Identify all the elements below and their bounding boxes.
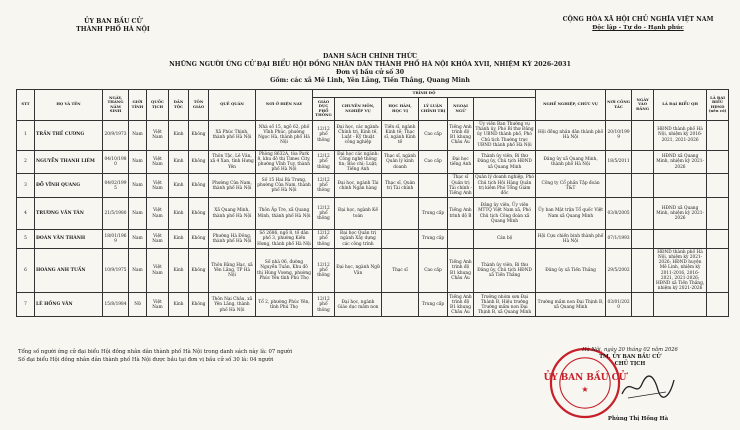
cell-party: 07/1/1993 [606,230,632,249]
cell-edu: 12/12 phổ thông [313,198,335,230]
cell-hometown: Thôn Tậc, Lê Văn, xã 4 Xan, tỉnh Hưng Yên [209,150,256,174]
cell-work: Công ty Cổ phần Tập đoàn T&T [536,174,606,198]
cell-major: Đại học, các ngành: Chính trị, Kinh tế, Luật - Kỹ thuật công nghiệp [335,120,382,150]
cell-ethnic: Kinh [169,293,189,317]
cell-hometown: Xã Quang Minh, thành phố Hà Nội [209,198,256,230]
cell-name: TRẦN THẾ CƯƠNG [35,120,103,150]
cell-note [707,174,729,198]
col-edu: GIÁO DỤC PHỔ THÔNG [313,98,335,121]
cell-ethnic: Kinh [169,230,189,249]
cell-religion: Không [189,198,209,230]
cell-dob: 04/10/1980 [103,150,129,174]
signer-name: Phùng Thị Hồng Hà [607,416,669,422]
cell-ethnic: Kinh [169,120,189,150]
cell-nation: Việt Nam [147,198,169,230]
cell-religion: Không [189,174,209,198]
cell-degree [382,198,419,230]
cell-note [707,230,729,249]
summary [18,348,292,364]
title-line1: DANH SÁCH CHÍNH THỨC [322,53,418,60]
cell-note [707,120,729,150]
cell-nation: Việt Nam [147,174,169,198]
col-ethnic: DÂN TỘC [169,90,189,121]
col-work: NƠI CÔNG TÁC [606,90,632,121]
cell-degree [382,230,419,249]
cell-degree [382,293,419,317]
cell-nation: Việt Nam [147,120,169,150]
cell-job: Trưởng nhóm sơn Đại Thành B, Hiệu trưởng Trường mầm non Đại Thịnh B, xã Quang Minh [474,293,536,317]
cell-hdnd: HĐND xã Quang Minh, nhiệm kỳ 2021-2026 [654,150,707,174]
cell-name: LÊ HỒNG VÂN [35,293,103,317]
cell-hometown: Xã Phúc Thịnh, thành phố Hà Nội [209,120,256,150]
cell-name: ĐOÀN VĂN THÀNH [35,230,103,249]
col-hometown: QUÊ QUÁN [209,90,256,121]
title-line3: Đơn vị bầu cử số 30 [335,69,405,76]
cell-sex: Nam [129,230,147,249]
cell-lang: Tiếng Anh trình độ B1 khung Châu Âu [448,120,474,150]
cell-politics: Cao cấp [419,248,448,293]
cell-stt: 3 [17,174,35,198]
cell-nation: Việt Nam [147,150,169,174]
cell-stt: 7 [17,293,35,317]
cell-major: Đại học Quản trị ngành Xây dựng các công trình [335,230,382,249]
cell-na [632,248,654,293]
cell-dob: 21/5/1980 [103,198,129,230]
cell-na [632,120,654,150]
cell-lang: Thạc sĩ Quản trị Tài chính - Tiếng Anh [449,175,472,196]
national-motto: Độc lập - Tự do - Hạnh phúc [592,25,684,31]
cell-religion: Không [189,248,209,293]
cell-job: Đảng ủy viên, Ủy viên MTTQ Việt Nam xã, Phó Chủ tịch Công đoàn xã Quang Minh [474,198,536,230]
cell-major: Đại học, ngành Ngữ Văn [335,248,382,293]
cell-edu: 12/12 phổ thông [313,248,335,293]
signature-role1: TM. ỦY BAN BẦU CỬ [599,353,661,360]
cell-work: Hội đồng nhân dân thành phố Hà Nội [536,120,606,150]
table-row [17,230,729,249]
cell-nation: Việt Nam [147,230,169,249]
cell-job: Thành ủy viên, Bí thư Đảng ủy, Chủ tịch HĐND xã Tiến Thắng [474,248,536,293]
cell-ethnic: Kinh [169,198,189,230]
cell-major: Đại học, ngành Giáo dục mầm non [335,293,382,317]
cell-party: 29/5/2002 [606,248,632,293]
cell-religion: Không [189,120,209,150]
col-job: NGHỀ NGHIỆP, CHỨC VỤ [536,90,606,121]
cell-party: 03/01/2020 [606,293,632,317]
cell-edu: 12/12 phổ thông [313,293,335,317]
cell-residence: Số 2686, ngõ 8, tổ dân phố 3, phường Kiến Hưng, thành phố Hà Nội [257,231,311,247]
candidate-table [16,89,729,317]
cell-hometown: Thôn Nại Châu, xã Yên Lãng, thành phố Hà Nội [209,293,256,317]
cell-ethnic: Kinh [169,174,189,198]
col-religion: TÔN GIÁO [189,90,209,121]
cell-stt: 1 [17,120,35,150]
cell-politics: Trung cấp [419,230,448,249]
cell-hometown: Phường Cửa Nam, thành phố Hà Nội [209,174,256,198]
col-degree: HỌC HÀM, HỌC VỊ [382,98,419,121]
cell-dob: 04/02/1995 [103,174,129,198]
cell-job: Quản lý doanh nghiệp, Phó Chủ tịch Hội Hàng Quản trị kiêm Phó Tổng Giám đốc [475,175,534,196]
col-stt: STT [17,90,35,121]
cell-stt: 6 [17,248,35,293]
cell-edu: 12/12 phổ thông [313,174,335,198]
issuer-header [38,18,188,33]
cell-dob: 20/9/1973 [103,120,129,150]
cell-lang [448,230,474,249]
cell-sex: Nam [129,150,147,174]
cell-hometown: Thôn Bằng Hạc, xã Yên Lãng, TP Hà Nội [209,248,256,293]
svg-text:★: ★ [581,383,589,394]
cell-hdnd: HĐND xã Quang Minh, nhiệm kỳ 2021-2026 [654,198,707,230]
cell-hdnd: HĐND thành phố Hà Nội, nhiệm kỳ 2021-2026; HĐND huyện Mê Linh, nhiệm kỳ 2011-2016, 2016-2021, 2021-2026; HĐND xã Tiến Thắng, nhiệm kỳ 2021-2026 [654,248,707,293]
cell-residence: Phòng 8632A, tòa Park 8, khu đô thị Times City, phường Vĩnh Tuy, thành phố Hà Nội [256,150,313,174]
cell-sex: Nữ [129,293,147,317]
col-politics: LÝ LUẬN CHÍNH TRỊ [419,98,448,121]
cell-lang: Tiếng Anh trình độ B [448,198,474,230]
national-title: CỘNG HÒA XÃ HỘI CHỦ NGHĨA VIỆT NAM [562,16,714,23]
cell-politics: Trung cấp [419,293,448,317]
cell-name: TRƯƠNG VĂN TÂN [35,198,103,230]
cell-sex: Nam [129,248,147,293]
col-hdnd: LÀ ĐẠI BIỂU HĐND (nếu có) [707,90,729,121]
cell-party [606,174,632,198]
summary-line2: Số đại biểu Hội đồng nhân dân thành phố Hà Nội được bầu tại đơn vị bầu cử số 30 là: 04 người [18,357,274,363]
cell-stt: 2 [17,150,35,174]
col-group-education: TRÌNH ĐỘ [313,90,536,98]
cell-party: 20/10/1999 [606,120,632,150]
cell-dob: 10/9/1975 [103,248,129,293]
cell-lang: Đại học tiếng Anh [448,150,474,174]
cell-note [707,293,729,317]
cell-sex: Nam [129,120,147,150]
signature-date: Hà Nội, ngày 20 tháng 02 năm 2026 [582,347,678,353]
cell-dob: 15/8/1984 [103,293,129,317]
cell-residence: Số nhà 06, đường Nguyễn Tuân, Khu đô thị Hùng Vương, phường Phúc Yên tỉnh Phú Thọ [256,248,313,293]
cell-lang: Tiếng Anh trình độ B1 khung Châu Âu [448,248,474,293]
cell-name: ĐỖ VĨNH QUANG [35,174,103,198]
title-line4: Gồm: các xã Mê Linh, Yên Lãng, Tiến Thắng, Quang Minh [270,77,470,84]
col-dob: NGÀY, THÁNG NĂM SINH [103,90,129,121]
cell-religion: Không [189,293,209,317]
signature-block [560,347,700,367]
cell-degree: Thạc sĩ, ngành Quản lý kinh doanh [382,150,419,174]
cell-ethnic: Kinh [169,248,189,293]
cell-residence: Thôn Ấp Tre, xã Quang Minh, thành phố Hà Nội [256,198,313,230]
table-row [17,120,729,150]
table-row [17,198,729,230]
cell-edu: 12/12 phổ thông [313,230,335,249]
cell-work: Đảng ủy xã Tiến Thắng [536,248,606,293]
handwritten-signature [618,372,678,402]
header-row [17,90,729,98]
issuer-line2: THÀNH PHỐ HÀ NỘI [76,25,150,33]
cell-dob: 18/01/1969 [103,230,129,249]
stamp-text: ỦY BAN BẦU CỬ [543,373,627,384]
cell-hometown: Phường Hà Đông, thành phố Hà Nội [209,230,256,249]
col-name: HỌ VÀ TÊN [35,90,103,121]
cell-na [632,174,654,198]
cell-na [632,293,654,317]
col-major: CHUYÊN MÔN, NGHIỆP VỤ [335,98,382,121]
cell-residence: Số 15 Hai Bà Trưng, phường Cửa Nam, thành phố Hà Nội [256,174,313,198]
cell-work: Ủy ban Mặt trận Tổ quốc Việt Nam xã Quang Minh [536,198,606,230]
col-party: NGÀY VÀO ĐẢNG [632,90,654,121]
cell-hdnd: HĐND thành phố Hà Nội, nhiệm kỳ 2016-2021, 2021-2026 [654,120,707,150]
cell-major: Đại học, ngành Tài chính Ngân hàng [335,174,382,198]
signature-role2: CHỦ TỊCH [614,360,646,367]
cell-degree: Thạc sĩ [382,248,419,293]
cell-sex: Nam [129,174,147,198]
document-title [150,53,590,85]
cell-degree: Tiến sĩ, ngành Kinh tế; Thạc sĩ, ngành Kinh tế [382,120,419,150]
issuer-line1: ỦY BAN BẦU CỬ [84,18,142,25]
cell-hdnd [654,174,707,198]
cell-stt: 5 [17,230,35,249]
cell-job: Cán bộ [474,230,536,249]
cell-residence: Nhà số 15, ngõ 62, phố Vĩnh Phúc, phường Ngọc Hà, thành phố Hà Nội [256,120,313,150]
title-line2: NHỮNG NGƯỜI ỨNG CỬ ĐẠI BIỂU HỘI ĐỒNG NHÂN DÂN THÀNH PHỐ HÀ NỘI KHÓA XVII, NHIỆM KỲ 2026-2031 [169,61,571,68]
cell-na [632,230,654,249]
cell-degree: Thạc sĩ, Quản trị Tài chính [382,174,419,198]
cell-lang: Tiếng Anh trình độ B1 khung Châu Âu [449,294,472,316]
cell-work: Trường mầm non Đại Thịnh B, xã Quang Minh [536,293,606,317]
cell-ethnic: Kinh [169,150,189,174]
col-sex: GIỚI TÍNH [129,90,147,121]
col-residence: NƠI Ở HIỆN NAY [256,90,313,121]
cell-politics: Trung cấp [419,198,448,230]
cell-work: Đảng ủy xã Quang Minh, thành phố Hà Nội [536,150,606,174]
cell-name: HOÀNG ANH TUẤN [35,248,103,293]
cell-nation: Việt Nam [147,293,169,317]
col-lang: NGOẠI NGỮ [448,98,474,121]
cell-work: Hội Cựu chiến binh thành phố Hà Nội [536,230,606,249]
table-row [17,150,729,174]
cell-note [707,248,729,293]
cell-major: Đại học, ngành Kế toán [335,198,382,230]
candidate-rows [17,120,729,317]
cell-politics: Cao cấp [419,120,448,150]
cell-party: 03/8/2005 [606,198,632,230]
cell-major: Đại học các ngành: Công nghệ thông tin; Báo chí; Luật; Tiếng Anh [335,150,382,174]
cell-sex: Nam [129,198,147,230]
cell-edu: 12/12 phổ thông [313,120,335,150]
cell-stt: 4 [17,198,35,230]
cell-religion: Không [189,150,209,174]
cell-na [632,198,654,230]
col-na: LÀ ĐẠI BIỂU QH [654,90,707,121]
cell-nation: Việt Nam [147,248,169,293]
col-nation: QUỐC TỊCH [147,90,169,121]
cell-politics [419,174,448,198]
cell-job: Ủy viên Ban Thường vụ Thành ủy, Phó Bí thư Đảng ủy UBND thành phố, Phó Chủ tịch Thường trực UBND thành phố Hà Nội [474,120,536,150]
cell-party: 18/5/2011 [606,150,632,174]
cell-note [707,198,729,230]
cell-edu: 12/12 phổ thông [313,150,335,174]
cell-hdnd [654,293,707,317]
table-row [17,248,729,293]
cell-residence: Tổ 2, phường Phúc Yên, tỉnh Phú Thọ [256,293,313,317]
table-row [17,293,729,317]
summary-line1: Tổng số người ứng cử đại biểu Hội đồng nhân dân thành phố Hà Nội trong danh sách này là: 07 người [18,349,293,355]
table-row [17,174,729,198]
cell-religion: Không [189,230,209,249]
national-header [548,16,728,32]
cell-politics: Cao cấp [419,150,448,174]
cell-note [707,150,729,174]
cell-name: NGUYỄN THANH LIÊM [35,150,103,174]
cell-na [632,150,654,174]
cell-job: Thành ủy viên, Bí thư Đảng ủy, Chủ tịch HĐND xã Quang Minh [474,150,536,174]
cell-hdnd [654,230,707,249]
